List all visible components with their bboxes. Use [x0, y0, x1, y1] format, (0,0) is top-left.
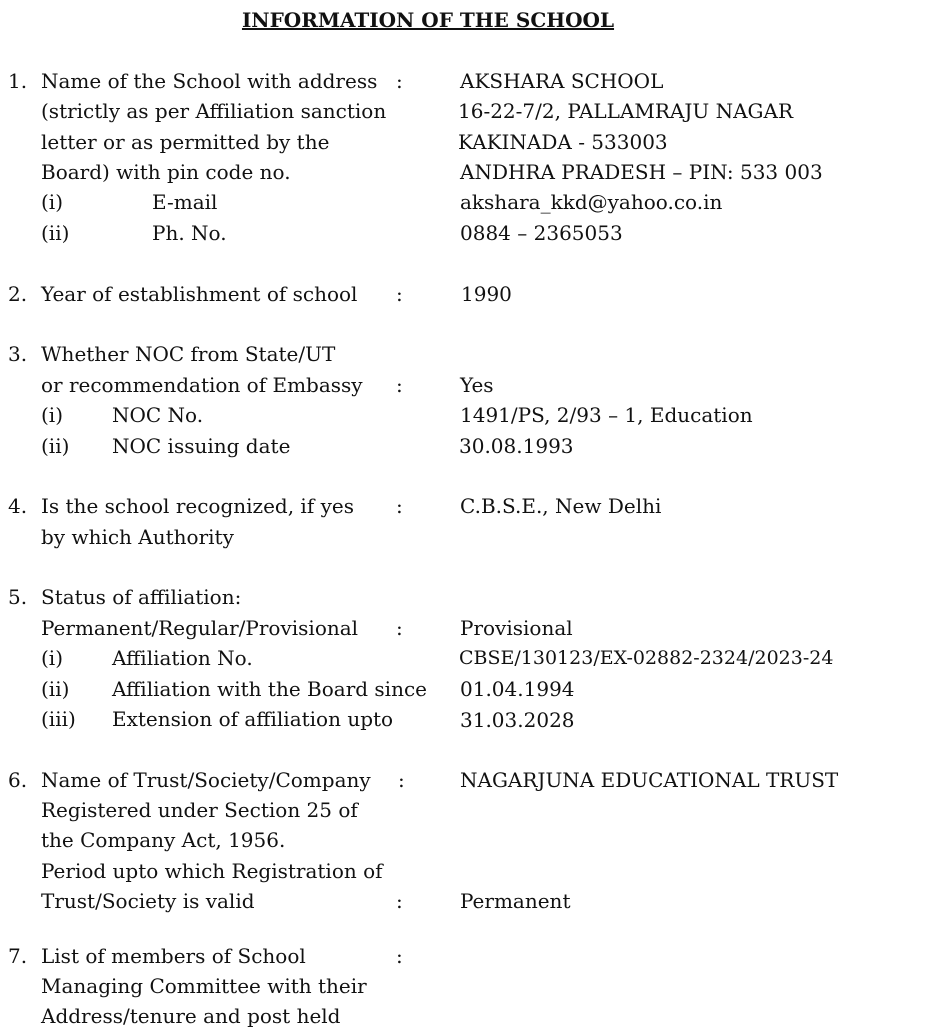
item-label-line: Registered under Section 25 of [41, 798, 358, 822]
item-number: 6. [8, 768, 28, 792]
item-value: 30.08.1993 [459, 434, 574, 458]
sub-item-label: NOC issuing date [112, 434, 291, 458]
page-title: INFORMATION OF THE SCHOOL [241, 8, 615, 32]
email-value: akshara_kkd@yahoo.co.in [460, 190, 723, 214]
item-label-line: Status of affiliation: [41, 585, 242, 609]
item-number: 2. [8, 282, 28, 306]
item-label-line: Period upto which Registration of [41, 859, 383, 883]
item-label-line: Board) with pin code no. [41, 160, 291, 184]
item-label-line: Address/tenure and post held [41, 1004, 341, 1028]
sub-item-label: Affiliation No. [112, 646, 253, 670]
colon: : [396, 494, 403, 518]
item-label-line: (strictly as per Affiliation sanction [41, 99, 387, 123]
colon: : [398, 768, 405, 792]
item-number: 4. [8, 494, 28, 518]
sub-item-roman: (i) [41, 190, 64, 214]
item-label-line: Name of the School with address [41, 69, 378, 93]
sub-item-label: Affiliation with the Board since [112, 677, 427, 701]
item-label-line: List of members of School [41, 944, 306, 968]
item-label-line: the Company Act, 1956. [41, 828, 286, 852]
item-number: 3. [8, 342, 28, 366]
trust-name: NAGARJUNA EDUCATIONAL TRUST [460, 768, 839, 792]
sub-item-roman: (ii) [41, 677, 70, 701]
affiliation-number: CBSE/130123/EX-02882-2324/2023-24 [459, 647, 834, 669]
colon: : [396, 282, 403, 306]
item-value: ANDHRA PRADESH – PIN: 533 003 [460, 160, 823, 184]
item-value: 31.03.2028 [460, 708, 575, 732]
sub-item-label: Extension of affiliation upto [112, 707, 394, 731]
item-value: 01.04.1994 [460, 677, 575, 701]
item-value: C.B.S.E., New Delhi [460, 494, 662, 518]
colon: : [396, 373, 403, 397]
item-label-line: Whether NOC from State/UT [41, 342, 336, 366]
item-number: 5. [8, 585, 28, 609]
item-label-line: Is the school recognized, if yes [41, 494, 354, 518]
colon: : [396, 889, 403, 913]
sub-item-roman: (i) [41, 646, 64, 670]
phone-value: 0884 – 2365053 [460, 221, 623, 245]
sub-item-label: Ph. No. [152, 221, 227, 245]
colon: : [396, 944, 403, 968]
item-label-line: or recommendation of Embassy [41, 373, 363, 397]
item-value: 1491/PS, 2/93 – 1, Education [460, 403, 753, 427]
item-label-line: Name of Trust/Society/Company [41, 768, 371, 792]
sub-item-label: E-mail [152, 190, 218, 214]
colon: : [396, 69, 403, 93]
colon: : [396, 616, 403, 640]
item-label-line: Managing Committee with their [41, 974, 367, 998]
sub-item-roman: (i) [41, 403, 64, 427]
item-label-line: Trust/Society is valid [41, 889, 255, 913]
item-value: AKSHARA SCHOOL [460, 69, 664, 93]
sub-item-roman: (iii) [41, 707, 76, 731]
item-label-line: by which Authority [41, 525, 234, 549]
item-label-line: Permanent/Regular/Provisional [41, 616, 359, 640]
item-value: Yes [460, 373, 494, 397]
item-number: 1. [8, 69, 28, 93]
sub-item-roman: (ii) [41, 221, 70, 245]
item-value: KAKINADA - 533003 [458, 130, 668, 154]
sub-item-label: NOC No. [112, 403, 204, 427]
item-label-line: letter or as permitted by the [41, 130, 330, 154]
item-value: Permanent [460, 889, 571, 913]
item-value: Provisional [460, 616, 573, 640]
item-value: 16-22-7/2, PALLAMRAJU NAGAR [458, 99, 794, 123]
item-number: 7. [8, 944, 28, 968]
sub-item-roman: (ii) [41, 434, 70, 458]
item-label-line: Year of establishment of school [41, 282, 358, 306]
item-value: 1990 [461, 282, 512, 306]
